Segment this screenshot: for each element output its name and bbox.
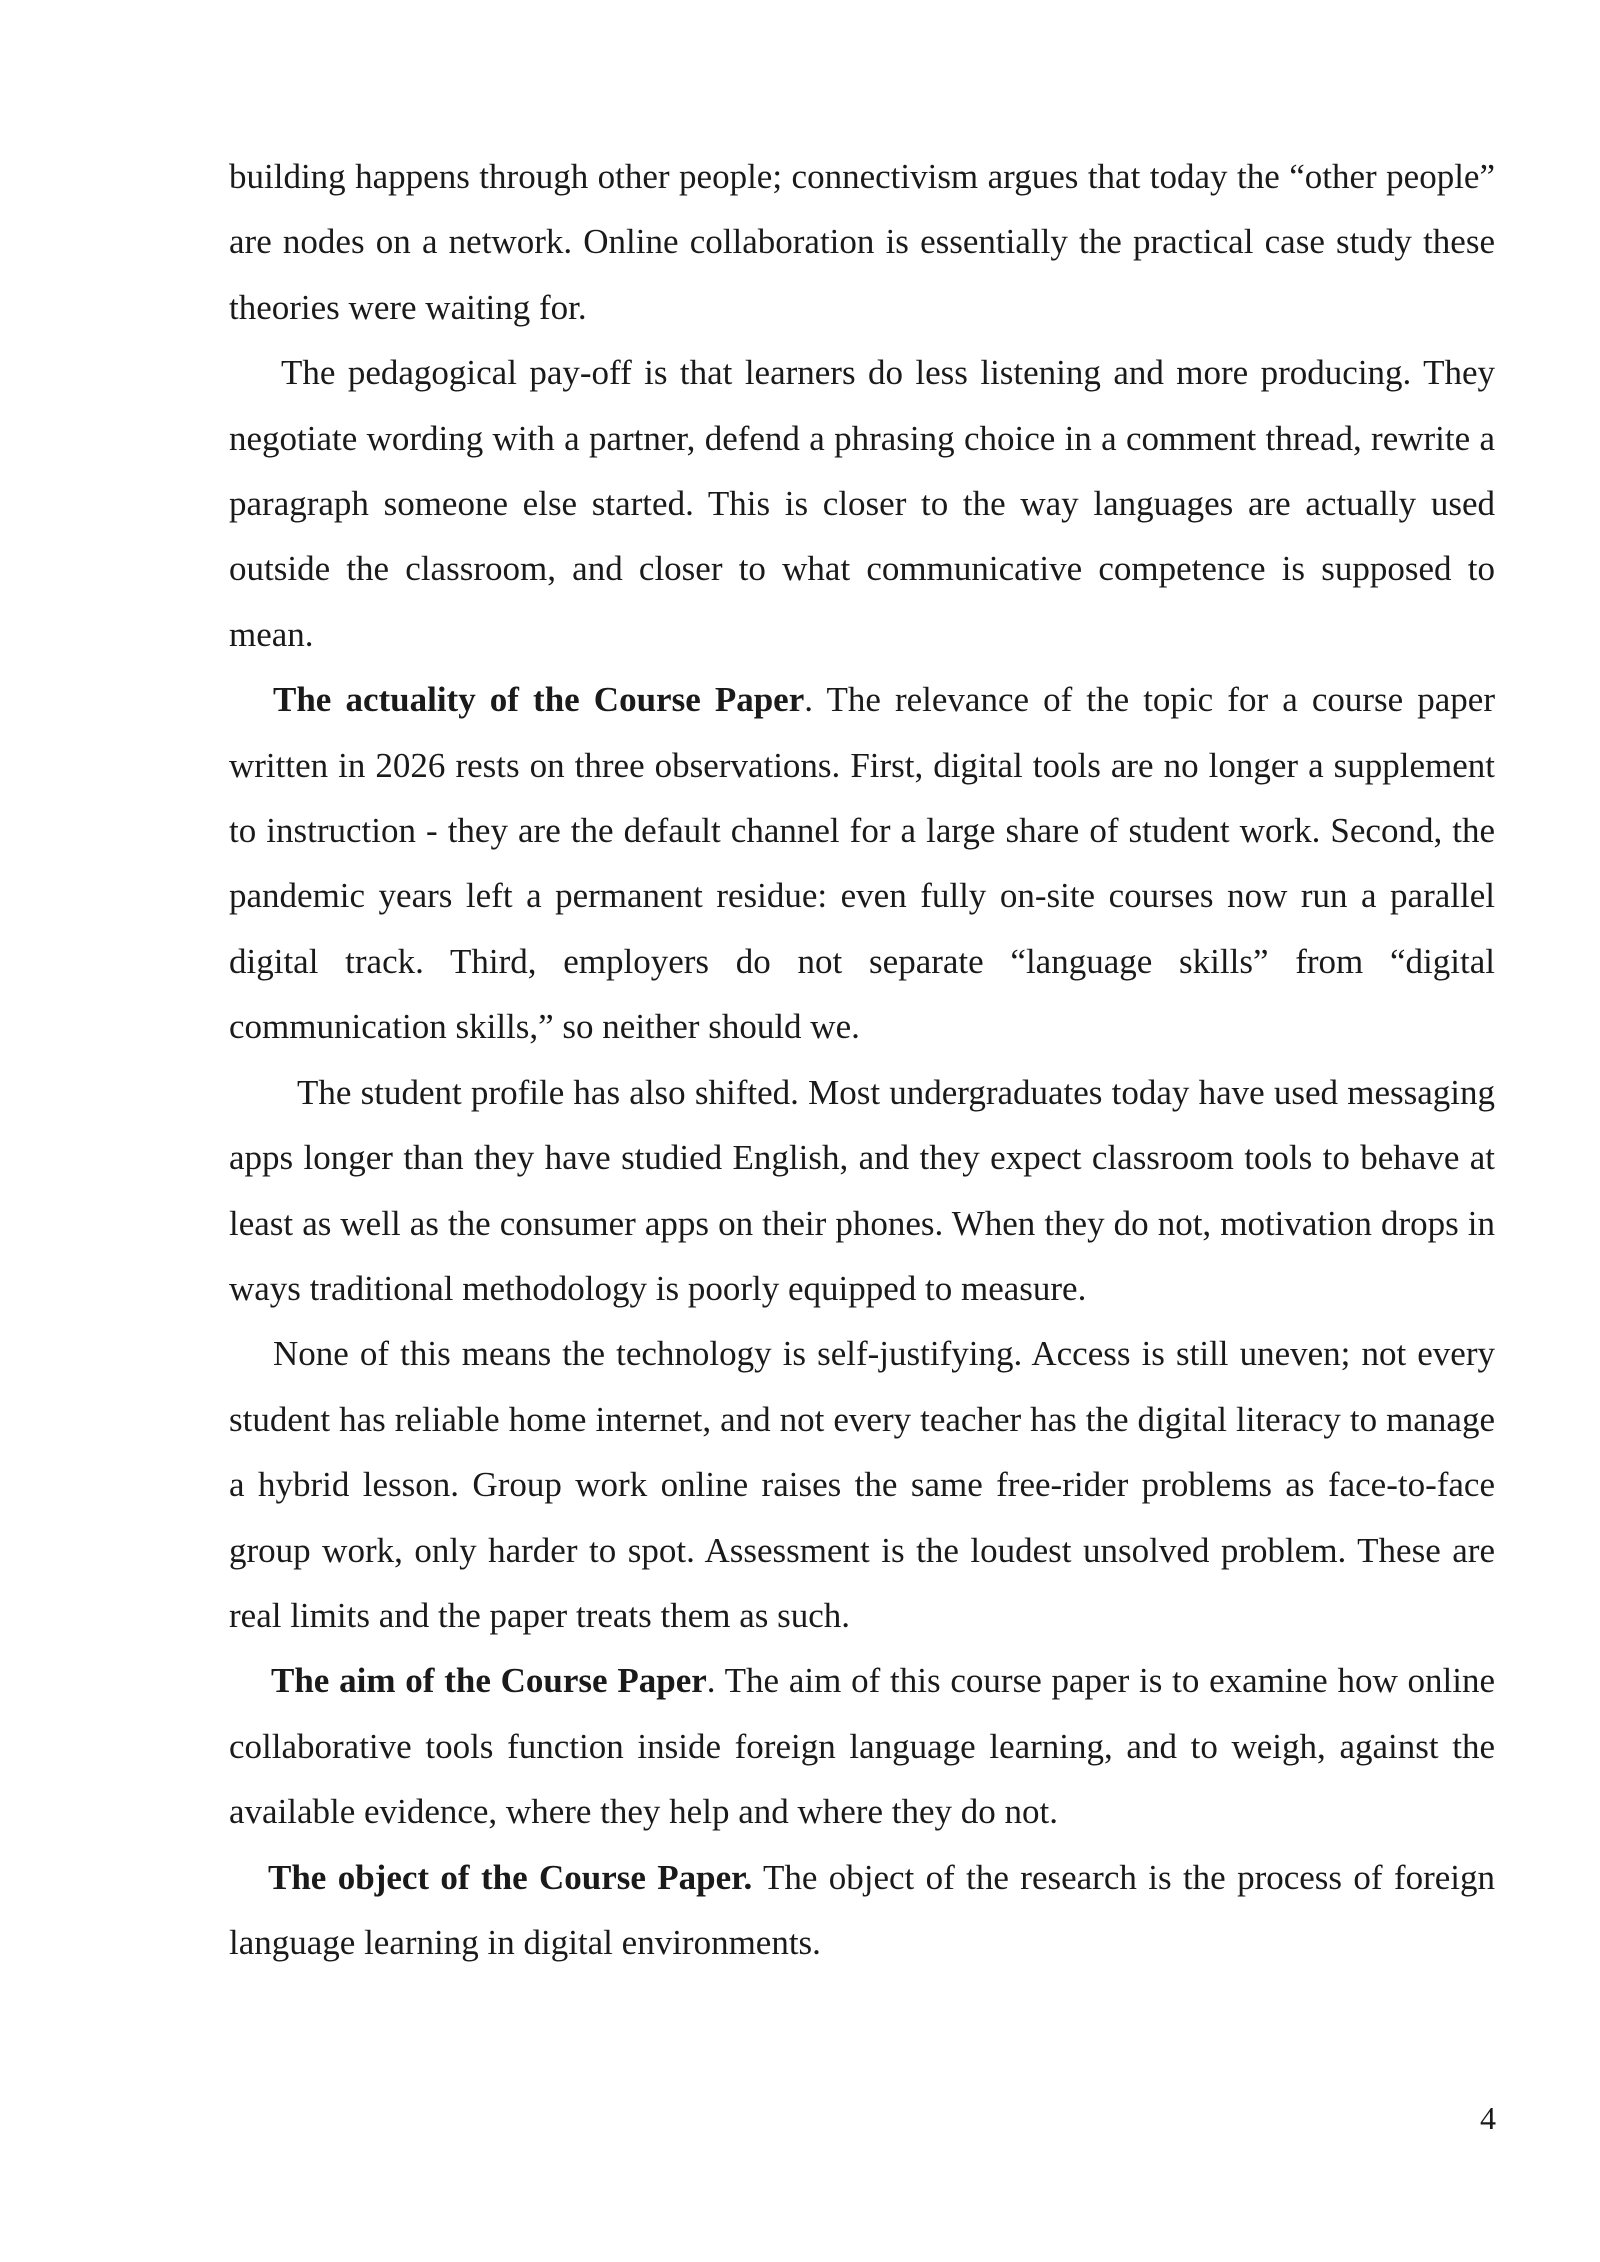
paragraph-lead-heading: The actuality of the Course Paper bbox=[273, 680, 805, 720]
paragraph-student-profile bbox=[229, 1060, 1495, 1322]
paragraph-lead-heading: The aim of the Course Paper bbox=[271, 1661, 707, 1701]
page-number: 4 bbox=[1480, 2100, 1496, 2136]
paragraph-text: The student profile has also shifted. Most undergraduates today have used messaging apps longer than they have studied English, and they expect classroom tools to behave at least as well as the consumer apps on their phones. When they do not, motivation drops in ways traditional methodology is poorly equipped to measure. bbox=[229, 1072, 1495, 1308]
paragraph-text: building happens through other people; connectivism argues that today the “other people” are nodes on a network. Online collaboration is essentially the practical case study these theories were waiting for. bbox=[229, 157, 1495, 327]
paragraph-actuality bbox=[229, 667, 1495, 1059]
paragraph-pedagogical-payoff bbox=[229, 340, 1495, 667]
paragraph-text: None of this means the technology is self-justifying. Access is still uneven; not every student has reliable home internet, and not every teacher has the digital literacy to manage a hybrid lesson. Group work online raises the same free-rider problems as face-to-face group work, only harder to spot. Assessment is the loudest unsolved problem. These are real limits and the paper treats them as such. bbox=[229, 1334, 1495, 1635]
paragraph-object bbox=[229, 1845, 1495, 1976]
document-page bbox=[229, 144, 1495, 1975]
paragraph-aim bbox=[229, 1648, 1495, 1844]
paragraph-limits bbox=[229, 1321, 1495, 1648]
paragraph-text: The object of the research is the process of foreign language learning in digital environments. bbox=[229, 1857, 1495, 1962]
paragraph-text: . The relevance of the topic for a course paper written in 2026 rests on three observations. First, digital tools are no longer a supplement to instruction - they are the default channel for a large share of student work. Second, the pandemic years left a permanent residue: even fully on-site courses now run a parallel digital track. Third, employers do not separate “language skills” from “digital communication skills,” so neither should we. bbox=[229, 680, 1495, 1047]
paragraph-lead-heading: The object of the Course Paper. bbox=[268, 1857, 753, 1897]
paragraph-text: The pedagogical pay-off is that learners do less listening and more producing. They negotiate wording with a partner, defend a phrasing choice in a comment thread, rewrite a paragraph someone else started. This is closer to the way languages are actually used outside the classroom, and closer to what communicative competence is supposed to mean. bbox=[229, 353, 1495, 654]
paragraph-continuation bbox=[229, 144, 1495, 340]
paragraph-text: . The aim of this course paper is to examine how online collaborative tools function inside foreign language learning, and to weigh, against the available evidence, where they help and where they do not. bbox=[229, 1661, 1495, 1832]
